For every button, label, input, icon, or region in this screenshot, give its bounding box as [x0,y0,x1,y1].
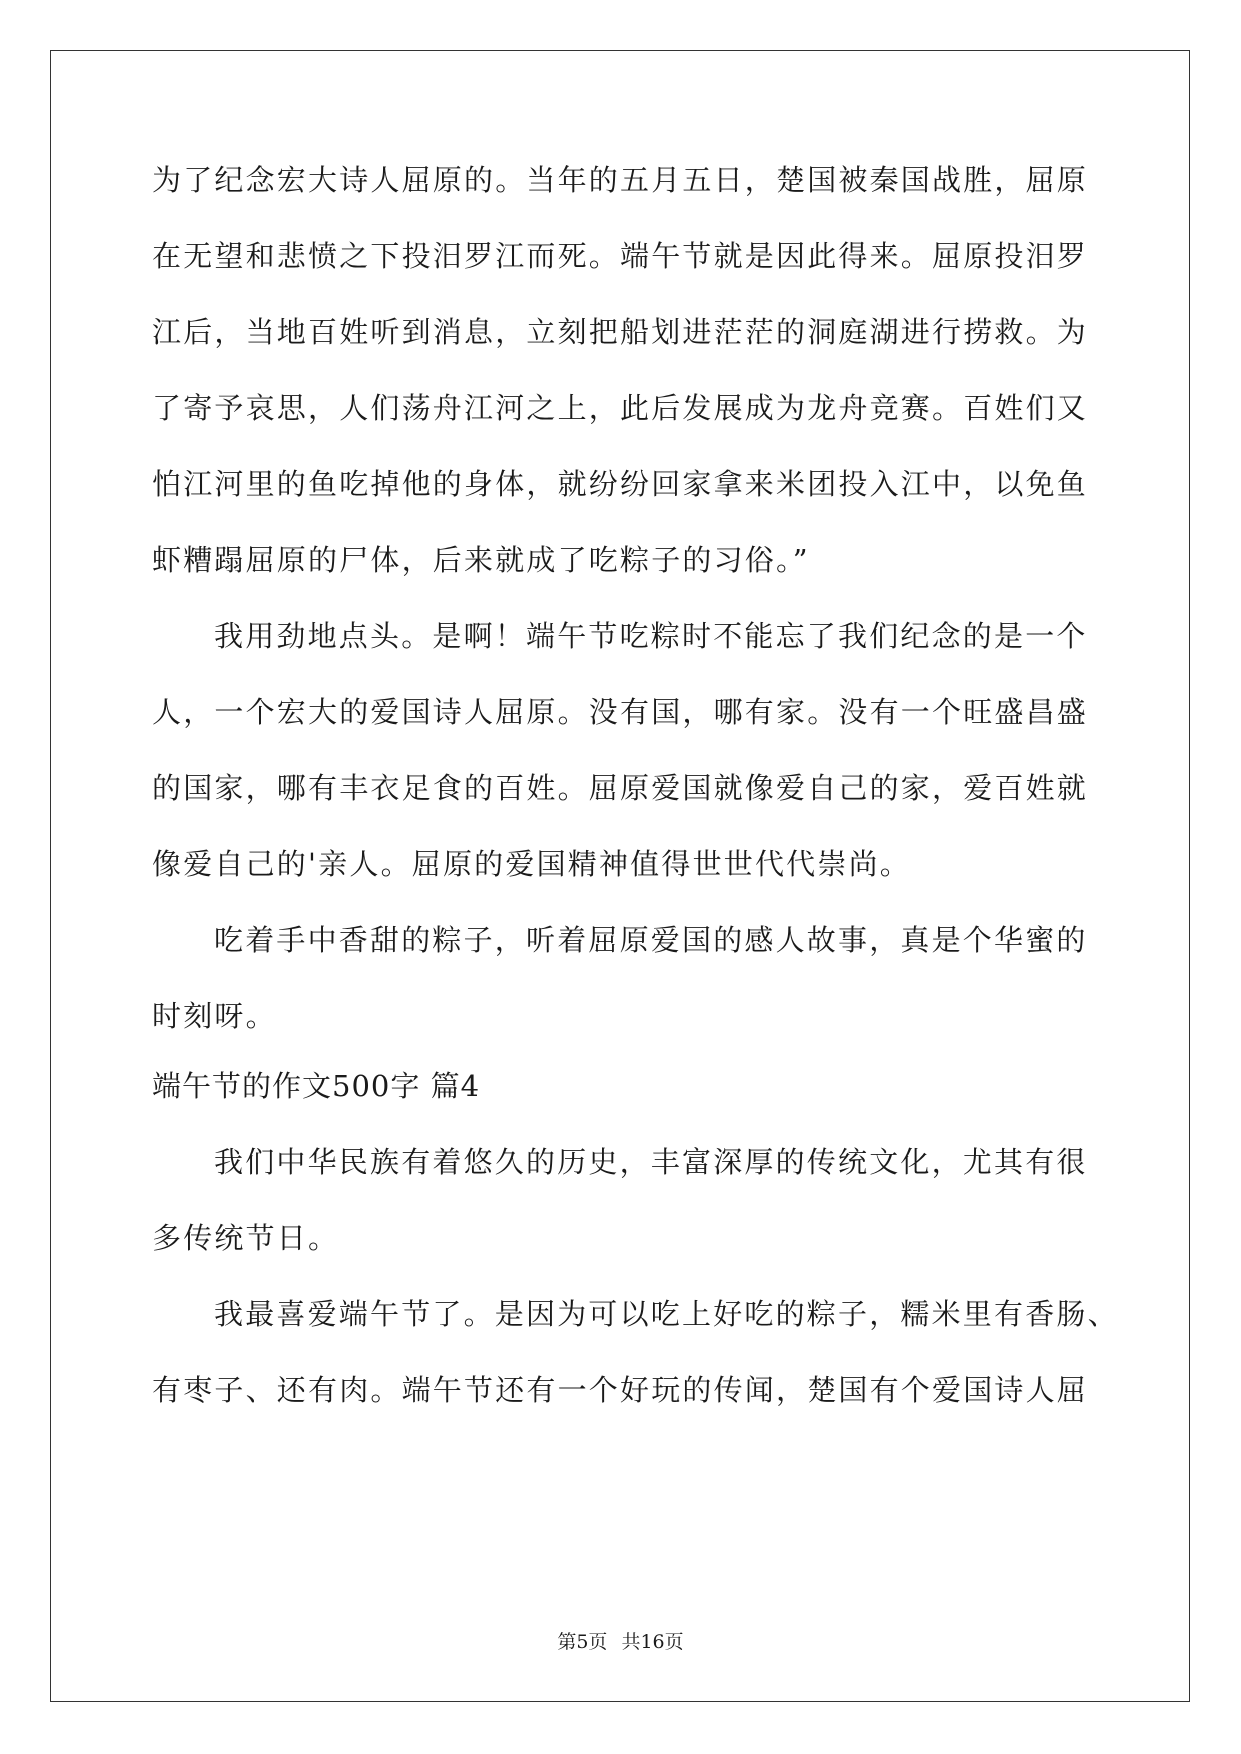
paragraph-start-line: 吃着手中香甜的粽子，听着屈原爱国的感人故事，真是个华蜜的 [214,923,1088,957]
paragraph-start-line: 我最喜爱端午节了。是因为可以吃上好吃的粽子，糯米里有香肠、 [214,1297,1119,1331]
text-line: 为了纪念宏大诗人屈原的。当年的五月五日，楚国被秦国战胜，屈原 [152,163,1089,197]
text-line: 有枣子、还有肉。端午节还有一个好玩的传闻，楚国有个爱国诗人屈 [152,1373,1089,1407]
text-line: 江后，当地百姓听到消息，立刻把船划进茫茫的洞庭湖进行捞救。为 [152,315,1089,349]
paragraph-start-line: 我用劲地点头。是啊！端午节吃粽时不能忘了我们纪念的是一个 [214,619,1088,653]
text-line: 了寄予哀思，人们荡舟江河之上，此后发展成为龙舟竞赛。百姓们又 [152,391,1089,425]
text-line: 像爱自己的'亲人。屈原的爱国精神值得世世代代崇尚。 [152,847,911,881]
page-number: 第5页 [557,1631,608,1653]
text-line: 多传统节日。 [152,1221,340,1255]
page-total: 共16页 [621,1631,684,1653]
text-line: 在无望和悲愤之下投汨罗江而死。端午节就是因此得来。屈原投汨罗 [152,239,1089,273]
text-line: 怕江河里的鱼吃掉他的身体，就纷纷回家拿来米团投入江中，以免鱼 [152,467,1089,501]
text-line: 的国家，哪有丰衣足食的百姓。屈原爱国就像爱自己的家，爱百姓就 [152,771,1089,805]
text-line: 时刻呀。 [152,999,277,1033]
text-line: 人，一个宏大的爱国诗人屈原。没有国，哪有家。没有一个旺盛昌盛 [152,695,1089,729]
paragraph-start-line: 我们中华民族有着悠久的历史，丰富深厚的传统文化，尤其有很 [214,1145,1088,1179]
text-line: 虾糟蹋屈原的尸体，后来就成了吃粽子的习俗。” [152,543,810,577]
page-footer [0,1630,1241,1654]
section-heading: 端午节的作文500字 篇4 [152,1069,481,1103]
